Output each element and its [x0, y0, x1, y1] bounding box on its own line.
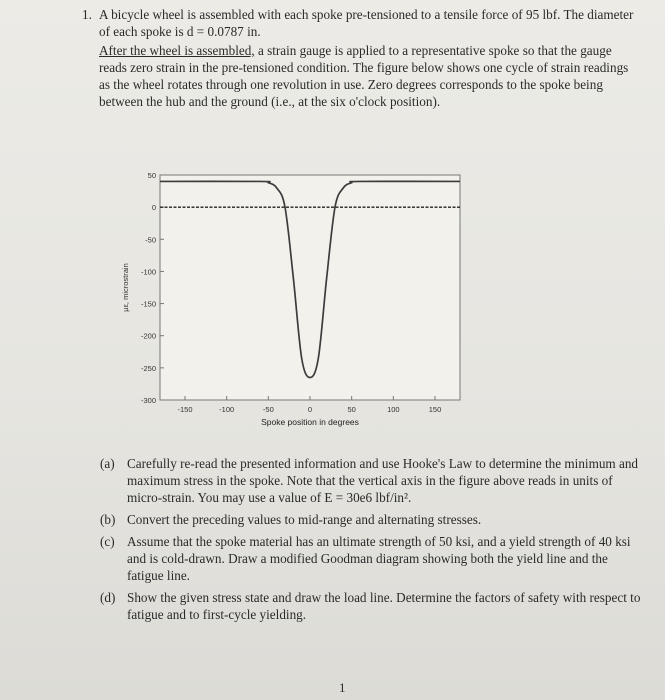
part-a: [100, 455, 645, 506]
question-parts: [100, 455, 645, 628]
problem-intro: A bicycle wheel is assembled with each spoke pre-tensioned to a tensile force of 95 lbf. The diameter of each spoke is d = 0.0787 in.: [99, 7, 634, 39]
x-tick-label: 100: [387, 405, 400, 414]
y-tick-label: -250: [140, 363, 156, 373]
x-tick-label: 50: [347, 405, 356, 414]
context-text: a strain gauge is applied to a representative spoke so that the gauge reads zero strain in the pre-tensioned condition. The figure below shows one cycle of strain readings as the wheel rotates through one revolution in use. Zero degrees corresponds to the spoke being between the hub and the ground (i.e., at the six o'clock position).: [99, 43, 629, 109]
x-axis-label: Spoke position in degrees: [261, 417, 359, 427]
underlined-phrase: After the wheel is assembled,: [99, 43, 255, 58]
part-label: (c): [100, 534, 115, 549]
x-tick-label: 0: [307, 405, 313, 414]
page-number: 1: [339, 680, 346, 695]
plot-frame: [160, 175, 460, 400]
y-tick-label: 50: [147, 171, 156, 180]
y-axis-label: με, microstrain: [121, 263, 130, 312]
problem-statement: [82, 6, 642, 110]
y-tick-label: 0: [151, 203, 156, 213]
part-text: Convert the preceding values to mid-range and alternating stresses.: [127, 512, 482, 527]
x-tick-label: -100: [219, 405, 235, 414]
y-tick-label: -300: [140, 396, 156, 405]
part-d: [100, 589, 645, 623]
strain-chart-svg: [110, 165, 490, 435]
y-tick-label: -100: [140, 267, 156, 277]
part-c: [100, 533, 645, 584]
part-label: (a): [100, 456, 115, 471]
x-tick-label: 150: [428, 405, 442, 414]
y-tick-label: -150: [140, 299, 156, 309]
part-text: Show the given stress state and draw the load line. Determine the factors of safety with respect to fatigue and to first-cycle yielding.: [127, 590, 641, 622]
problem-number: 1.: [82, 7, 92, 22]
part-b: [100, 511, 645, 528]
part-text: Carefully re-read the presented information and use Hooke's Law to determine the minimum and maximum stress in the spoke. Note that the vertical axis in the figure above reads in units of micro-strain. You may use a value of E = 30e6 lbf/in².: [127, 456, 639, 505]
part-label: (d): [100, 590, 116, 605]
x-tick-label: -50: [262, 405, 274, 414]
part-label: (b): [100, 512, 116, 527]
y-tick-label: -50: [145, 235, 156, 245]
y-tick-label: -200: [140, 331, 156, 341]
x-tick-label: -150: [177, 405, 193, 414]
problem-context: [99, 42, 642, 110]
part-text: Assume that the spoke material has an ultimate strength of 50 ksi, and a yield strength of 40 ksi and is cold-drawn. Draw a modified Goodman diagram showing both the yield line and the fatigue line.: [127, 534, 631, 583]
strain-plot: [110, 165, 490, 435]
